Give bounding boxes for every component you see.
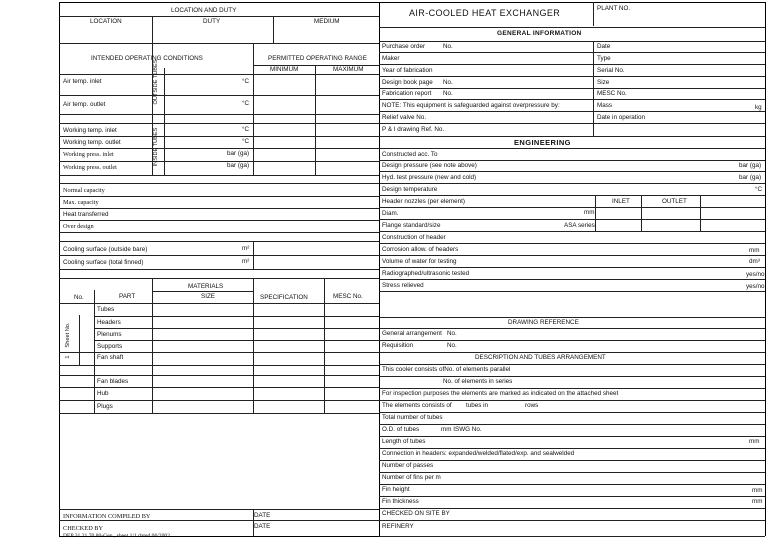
working-press-inlet-label: Working press. inlet	[63, 151, 114, 158]
type-label: Type	[597, 55, 611, 62]
mm-unit: mm	[752, 498, 763, 505]
max-capacity-label: Max. capacity	[63, 199, 99, 206]
normal-capacity-label: Normal capacity	[63, 187, 105, 194]
unit-c: °C	[242, 78, 250, 85]
mm-unit: mm	[584, 209, 595, 216]
medium-label: MEDIUM	[314, 18, 340, 25]
unit-c: °C	[242, 138, 250, 145]
working-temp-outlet-label: Working temp. outlet	[63, 139, 121, 146]
footer-reference: DEP 31.21.70.80-Gen., sheet 1/1 dated 06/2002	[63, 533, 170, 539]
location-label: LOCATION	[90, 18, 122, 25]
unit-m2: m²	[242, 258, 250, 265]
volume-water-label: Volume of water for testing	[382, 258, 457, 265]
part-column-header: PART	[119, 293, 136, 300]
duty-label: DUTY	[203, 18, 221, 25]
refinery-label: REFINERY	[382, 523, 414, 530]
pid-ref-label: P & I drawing Ref. No.	[382, 126, 445, 133]
cooling-surface-bare-label: Cooling surface (outside bare)	[63, 246, 148, 253]
part-name: Fan blades	[97, 378, 129, 385]
specification-column-header: SPECIFICATION	[260, 294, 308, 301]
relief-valve-label: Relief valve No.	[382, 114, 427, 121]
unit-c: °C	[242, 100, 250, 107]
header-nozzles-label: Header nozzles (per element)	[382, 198, 465, 205]
size-column-header: SIZE	[201, 293, 215, 300]
date-label: Date	[597, 43, 611, 50]
design-temperature-label: Design temperature	[382, 186, 438, 193]
corrosion-allow-label: Corrosion allow. of headers	[382, 246, 459, 253]
tubes-in-label: tubes in	[466, 402, 489, 409]
asa-series-label: ASA series	[564, 222, 595, 229]
design-book-page-label: Design book page	[382, 79, 433, 86]
yes-no-label: yes/no	[746, 271, 765, 278]
mm-unit: mm	[749, 247, 760, 254]
mass-label: Mass	[597, 102, 613, 109]
part-name: Supports	[97, 343, 123, 350]
inspection-purposes-text: For inspection purposes the elements are marked as indicated on the attached sheet	[382, 390, 619, 397]
construction-header-label: Construction of header	[382, 234, 446, 241]
unit-bar: bar (ga)	[227, 150, 250, 157]
serial-no-label: Serial No.	[597, 67, 625, 74]
part-name: Fan shaft	[97, 354, 124, 361]
design-pressure-label: Design pressure (see note above)	[382, 162, 477, 169]
dbp-no-label: No.	[443, 79, 453, 86]
mesc-no-label: MESC No.	[597, 90, 627, 97]
fabrication-report-label: Fabrication report	[382, 90, 432, 97]
working-press-outlet-label: Working press. outlet	[63, 164, 117, 171]
sheet-number: 1	[65, 355, 71, 359]
mm-iswg-label: mm ISWG No.	[441, 426, 482, 433]
intended-conditions-heading: INTENDED OPERATING CONDITIONS	[91, 55, 203, 62]
description-tubes-heading: DESCRIPTION AND TUBES ARRANGEMENT	[475, 354, 606, 361]
outlet-label: OUTLET	[662, 198, 687, 205]
stress-relieved-label: Stress relieved	[382, 282, 424, 289]
year-fabrication-label: Year of fabrication	[382, 67, 433, 74]
kg-unit: kg	[755, 104, 762, 111]
date-label: DATE	[254, 512, 271, 519]
unit-m2: m²	[242, 245, 250, 252]
unit-bar: bar (ga)	[739, 162, 762, 169]
total-tubes-label: Total number of tubes	[382, 414, 443, 421]
overpressure-note: NOTE: This equipment is safeguarded against overpressure by:	[382, 102, 560, 109]
yes-no-label: yes/no	[746, 283, 765, 290]
fr-no-label: No.	[443, 90, 453, 97]
fins-per-m-label: Number of fins per m	[382, 474, 441, 481]
date-in-operation-label: Date in operation	[597, 114, 645, 121]
engineering-heading: ENGINEERING	[514, 138, 571, 147]
connection-headers-text: Connection in headers: expanded/welded/flated/exp. and sealwelded	[382, 450, 575, 457]
materials-heading: MATERIALS	[188, 283, 224, 290]
inlet-label: INLET	[612, 198, 630, 205]
req-no-label: No.	[447, 342, 457, 349]
length-tubes-label: Length of tubes	[382, 438, 426, 445]
constructed-acc-label: Constructed acc. To	[382, 151, 438, 158]
general-arrangement-label: General arrangement	[382, 330, 442, 337]
unit-bar: bar (ga)	[227, 162, 250, 169]
elements-series-text: No. of elements in series	[443, 378, 513, 385]
dm3-unit: dm³	[749, 258, 760, 265]
cooler-consists-text: This cooler consists ofNo. of elements parallel	[382, 366, 511, 373]
unit-c: °C	[755, 186, 763, 193]
plant-no-label: PLANT NO.	[597, 5, 631, 12]
po-no-label: No.	[443, 43, 453, 50]
fin-thickness-label: Fin thickness	[382, 498, 419, 505]
cooling-surface-finned-label: Cooling surface (total finned)	[63, 259, 144, 266]
size-label: Size	[597, 79, 610, 86]
maximum-label: MAXIMUM	[333, 66, 364, 73]
unit-bar: bar (ga)	[739, 174, 762, 181]
over-design-label: Over design	[63, 223, 94, 230]
rows-label: rows	[525, 402, 539, 409]
no-column-header: No.	[74, 294, 84, 301]
part-name: Hub	[97, 390, 109, 397]
fin-height-label: Fin height	[382, 486, 410, 493]
working-temp-inlet-label: Working temp. inlet	[63, 127, 117, 134]
maker-label: Maker	[382, 55, 400, 62]
air-temp-outlet-label: Air temp. outlet	[63, 101, 106, 108]
diam-label: Diam.	[382, 210, 399, 217]
minimum-label: MINIMUM	[270, 66, 299, 73]
date-label: DATE	[254, 523, 271, 530]
checked-by-label: CHECKED BY	[63, 525, 104, 532]
mesc-no-column-header: MESC No.	[333, 293, 363, 300]
mm-unit: mm	[749, 438, 760, 445]
flange-standard-label: Flange standard/size	[382, 222, 441, 229]
form-title: AIR-COOLED HEAT EXCHANGER	[409, 8, 561, 18]
part-name: Tubes	[97, 306, 115, 313]
info-compiled-by-label: INFORMATION COMPILED BY	[63, 513, 151, 520]
part-name: Plenums	[97, 331, 122, 338]
elements-consists-label: The elements consists of	[382, 402, 452, 409]
ga-no-label: No.	[447, 330, 457, 337]
permitted-range-heading: PERMITTED OPERATING RANGE	[268, 55, 367, 62]
general-information-heading: GENERAL INFORMATION	[497, 30, 582, 37]
checked-on-site-label: CHECKED ON SITE BY	[382, 510, 450, 517]
air-temp-inlet-label: Air temp. inlet	[63, 78, 102, 85]
purchase-order-label: Purchase order	[382, 43, 426, 50]
mm-unit: mm	[752, 487, 763, 494]
unit-c: °C	[242, 126, 250, 133]
radiographed-label: Radiographed/ultrasonic tested	[382, 270, 470, 277]
heat-transferred-label: Heat transferred	[63, 211, 109, 218]
part-name: Plugs	[97, 403, 113, 410]
location-and-duty-heading: LOCATION AND DUTY	[171, 7, 237, 14]
inside-tubes-label: INSIDE TUBES	[153, 127, 159, 167]
outside-tubes-label: OUTSIDE TUBES	[153, 59, 159, 105]
od-tubes-label: O.D. of tubes	[382, 426, 420, 433]
part-name: Headers	[97, 319, 121, 326]
requisition-label: Requisition	[382, 342, 414, 349]
number-passes-label: Number of passes	[382, 462, 434, 469]
drawing-reference-heading: DRAWING REFERENCE	[508, 319, 579, 326]
hyd-test-label: Hyd. test pressure (new and cold)	[382, 174, 477, 181]
sheet-no-label: Sheet No.	[65, 322, 71, 348]
